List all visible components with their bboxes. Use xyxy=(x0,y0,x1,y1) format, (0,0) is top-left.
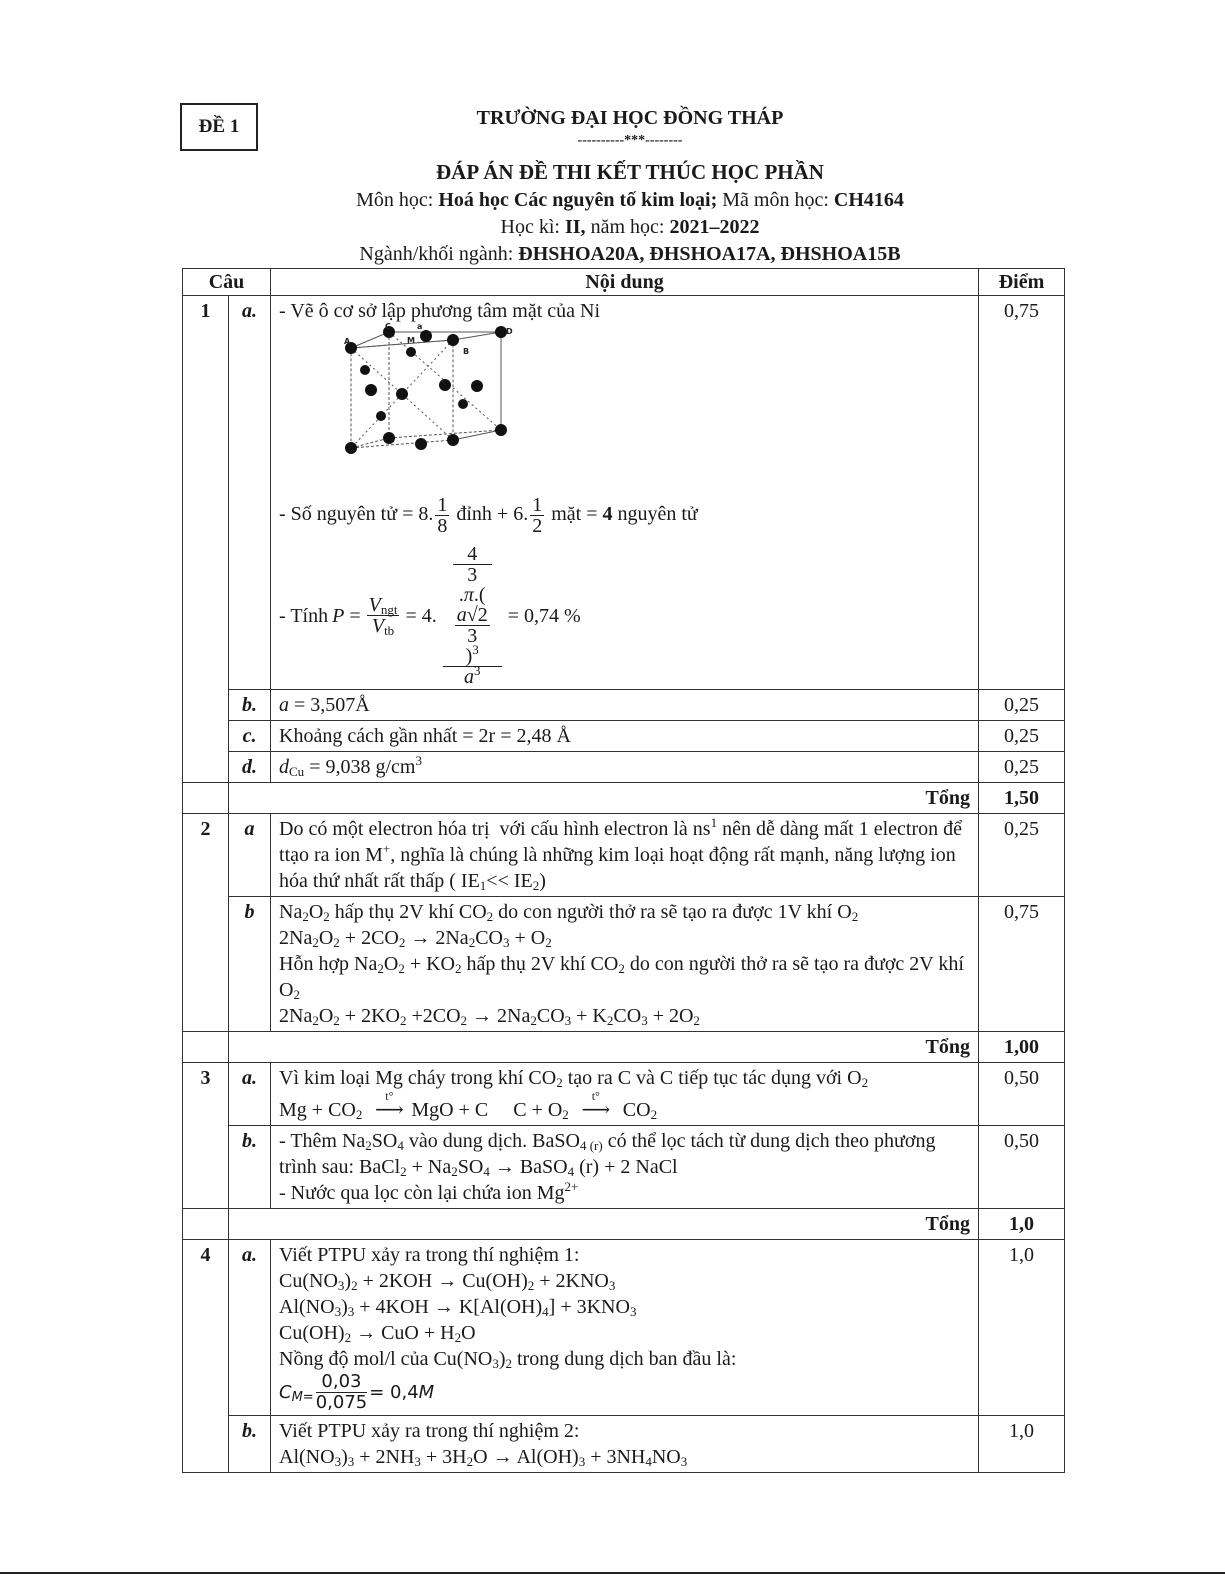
q1-part-a-label: a. xyxy=(229,296,271,690)
svg-text:A: A xyxy=(344,337,351,346)
q3-part-a-content: Vì kim loại Mg cháy trong khí $CO_2$ tạo ra C và C tiếp tục tác dụng với $O_2$ $Mg + CO_2$ t° ⟶ MgO + C $C + O_2$ t° ⟶ $CO_2$ xyxy=(271,1063,979,1126)
subject-code-label: Mã môn học: xyxy=(722,189,829,211)
q1-part-a-content xyxy=(271,296,979,690)
q4-part-b-content: Viết PTPU xảy ra trong thí nghiệm 2: $Al(NO_3)_3 + 2NH_3 + 3H_2O \to Al(OH)_3 + 3NH_4NO_3$ xyxy=(271,1416,979,1473)
q1-total: 1,50 xyxy=(979,783,1065,814)
total-row: Tổng 1,50 xyxy=(183,783,1065,814)
question-number-4: 4 xyxy=(183,1240,229,1473)
svg-text:M: M xyxy=(407,336,415,345)
col-header-diem: Điểm xyxy=(979,269,1065,296)
table-row: 2 a Do có một electron hóa trị với cấu hình electron là $ns^1$ nên dễ dàng mất 1 electron để ttạo ra ion M+, nghĩa là chúng là những kim loại hoạt động rất mạnh, năng lượng ion hóa thứ nhất rất thấp ( $IE_1<< IE_2$) 0,25 xyxy=(183,814,1065,897)
svg-text:B: B xyxy=(463,347,470,356)
table-row: b. Viết PTPU xảy ra trong thí nghiệm 2: $Al(NO_3)_3 + 2NH_3 + 3H_2O \to Al(OH)_3 + 3NH_4NO_3$ 1,0 xyxy=(183,1416,1065,1473)
question-number-1: 1 xyxy=(183,296,229,783)
subject-line xyxy=(250,189,1010,212)
total-row: Tổng 1,0 xyxy=(183,1209,1065,1240)
q1-part-c-content: Khoảng cách gần nhất = 2r = 2,48 Å xyxy=(271,721,979,752)
semester-prefix: Học kì: xyxy=(500,216,560,238)
q1-a-line1: - Vẽ ô cơ sở lập phương tâm mặt của Ni xyxy=(279,300,601,322)
fraction-one-half: $\frac{1}{2}$ xyxy=(532,494,543,537)
table-row: 3 a. Vì kim loại Mg cháy trong khí $CO_2$ tạo ra C và C tiếp tục tác dụng với $O_2$ $Mg + CO_2$ t° ⟶ MgO + C $C + O_2$ t° ⟶ $CO_2$ 0,50 xyxy=(183,1063,1065,1126)
major-list: ĐHSHOA20A, ĐHSHOA17A, ĐHSHOA15B xyxy=(518,243,901,265)
university-name: TRƯỜNG ĐẠI HỌC ĐỒNG THÁP xyxy=(476,107,784,129)
table-row: b. a = 3,507Å 0,25 xyxy=(183,690,1065,721)
year-value: 2021–2022 xyxy=(669,216,760,238)
subject-code: CH4164 xyxy=(833,189,904,211)
table-row: b $Na_2O_2$ hấp thụ 2V khí $CO_2$ do con người thở ra sẽ tạo ra được 1V khí $O_2$ $2Na_2O_2 + 2CO_2 \to 2Na_2CO_3 + O_2$ Hỗn hợp $Na_2O_2 + KO_2$ hấp thụ 2V khí $CO_2$ do con người thở ra sẽ tạo ra được 2V khí $O_2$ $2Na_2O_2 + 2KO_2 +2CO_2 \to 2Na_2CO_3 + K_2CO_3 + 2O_2$ 0,75 xyxy=(183,897,1065,1032)
exam-code-box: ĐỀ 1 xyxy=(180,103,258,151)
svg-text:a: a xyxy=(417,322,423,331)
page-bottom-rule xyxy=(0,1572,1225,1574)
q1-part-d-content: $d_{Cu} = 9,038$ $g/cm^3$ xyxy=(271,752,979,783)
svg-text:C: C xyxy=(385,322,391,331)
question-number-2: 2 xyxy=(183,814,229,1032)
q1-a-packing-formula: - Tính P = $\frac{V_{ngt}}{V_{tb}}$ = 4. 4 3 .π.( a√2 3 )$^3$ $a^3$ = 0,74 % xyxy=(279,543,581,688)
q2-part-b-content: $Na_2O_2$ hấp thụ 2V khí $CO_2$ do con người thở ra sẽ tạo ra được 1V khí $O_2$ $2Na_2O_2 + 2CO_2 \to 2Na_2CO_3 + O_2$ Hỗn hợp $Na_2O_2 + KO_2$ hấp thụ 2V khí $CO_2$ do con người thở ra sẽ tạo ra được 2V khí $O_2$ $2Na_2O_2 + 2KO_2 +2CO_2 \to 2Na_2CO_3 + K_2CO_3 + 2O_2$ xyxy=(271,897,979,1032)
q3-total: 1,0 xyxy=(979,1209,1065,1240)
q1-a-atom-count: - Số nguyên tử = 8. $\frac{1}{8}$ đỉnh + 6. $\frac{1}{2}$ mặt = 4 nguyên tử xyxy=(279,494,698,537)
total-row: Tổng 1,00 xyxy=(183,1032,1065,1063)
q3-part-b-content: - Thêm $Na_2SO_4$ vào dung dịch. BaSO$_{4 (r)}$ có thể lọc tách từ dung dịch theo phương trình sau: BaCl$_2$ + $Na_2SO_4$ → BaSO$_4$ (r) + 2 NaCl - Nước qua lọc còn lại chứa ion $Mg^{2+}$ xyxy=(271,1126,979,1209)
svg-text:D: D xyxy=(506,327,513,336)
fcc-unit-cell-diagram xyxy=(341,322,513,475)
q1-a-points: 0,75 xyxy=(979,296,1065,690)
q1-part-b-content: a = 3,507Å xyxy=(271,690,979,721)
answer-table xyxy=(182,268,1065,1473)
q2-total: 1,00 xyxy=(979,1032,1065,1063)
major-label: Ngành/khối ngành: xyxy=(359,243,514,265)
q2-part-a-content: Do có một electron hóa trị với cấu hình electron là $ns^1$ nên dễ dàng mất 1 electron để ttạo ra ion M+, nghĩa là chúng là những kim loại hoạt động rất mạnh, năng lượng ion hóa thứ nhất rất thấp ( $IE_1<< IE_2$) xyxy=(271,814,979,897)
year-label: năm học: xyxy=(590,216,665,238)
subject-prefix: Môn học: xyxy=(356,189,434,211)
semester-line xyxy=(250,216,1010,239)
fraction-one-eighth: $\frac{1}{8}$ xyxy=(437,494,448,537)
semester-value: II, xyxy=(564,216,586,238)
table-header-row xyxy=(183,269,1065,296)
col-header-cau: Câu xyxy=(183,269,271,296)
col-header-noidung: Nội dung xyxy=(271,269,979,296)
table-row: b. - Thêm $Na_2SO_4$ vào dung dịch. BaSO$_{4 (r)}$ có thể lọc tách từ dung dịch theo phương trình sau: BaCl$_2$ + $Na_2SO_4$ → BaSO$_4$ (r) + 2 NaCl - Nước qua lọc còn lại chứa ion $Mg^{2+}$ 0,50 xyxy=(183,1126,1065,1209)
major-line xyxy=(250,243,1010,266)
table-row: 4 a. Viết PTPU xảy ra trong thí nghiệm 1: $Cu(NO_3)_2 + 2KOH \to Cu(OH)_2 + 2KNO_3$ $Al(NO_3)_3 + 4KOH \to K[Al(OH)_4] + 3KNO_3$ $Cu(OH)_2$ → CuO + $H_2O$ Nồng độ mol/l của $Cu(NO_3)_2$ trong dung dịch ban đầu là: $C_{M=}$ $\frac{0,03}{0,075}$ = 0,4 M 1,0 xyxy=(183,1240,1065,1416)
separator: ----------***-------- xyxy=(577,133,683,148)
table-row xyxy=(183,296,1065,690)
question-number-3: 3 xyxy=(183,1063,229,1209)
subject-name: Hoá học Các nguyên tố kim loại; xyxy=(438,189,718,211)
q4-part-a-content: Viết PTPU xảy ra trong thí nghiệm 1: $Cu(NO_3)_2 + 2KOH \to Cu(OH)_2 + 2KNO_3$ $Al(NO_3)_3 + 4KOH \to K[Al(OH)_4] + 3KNO_3$ $Cu(OH)_2$ → CuO + $H_2O$ Nồng độ mol/l của $Cu(NO_3)_2$ trong dung dịch ban đầu là: $C_{M=}$ $\frac{0,03}{0,075}$ = 0,4 M xyxy=(271,1240,979,1416)
table-row: d. $d_{Cu} = 9,038$ $g/cm^3$ 0,25 xyxy=(183,752,1065,783)
table-row: c. Khoảng cách gần nhất = 2r = 2,48 Å 0,25 xyxy=(183,721,1065,752)
document-title: ĐÁP ÁN ĐỀ THI KẾT THÚC HỌC PHẦN xyxy=(436,160,824,184)
